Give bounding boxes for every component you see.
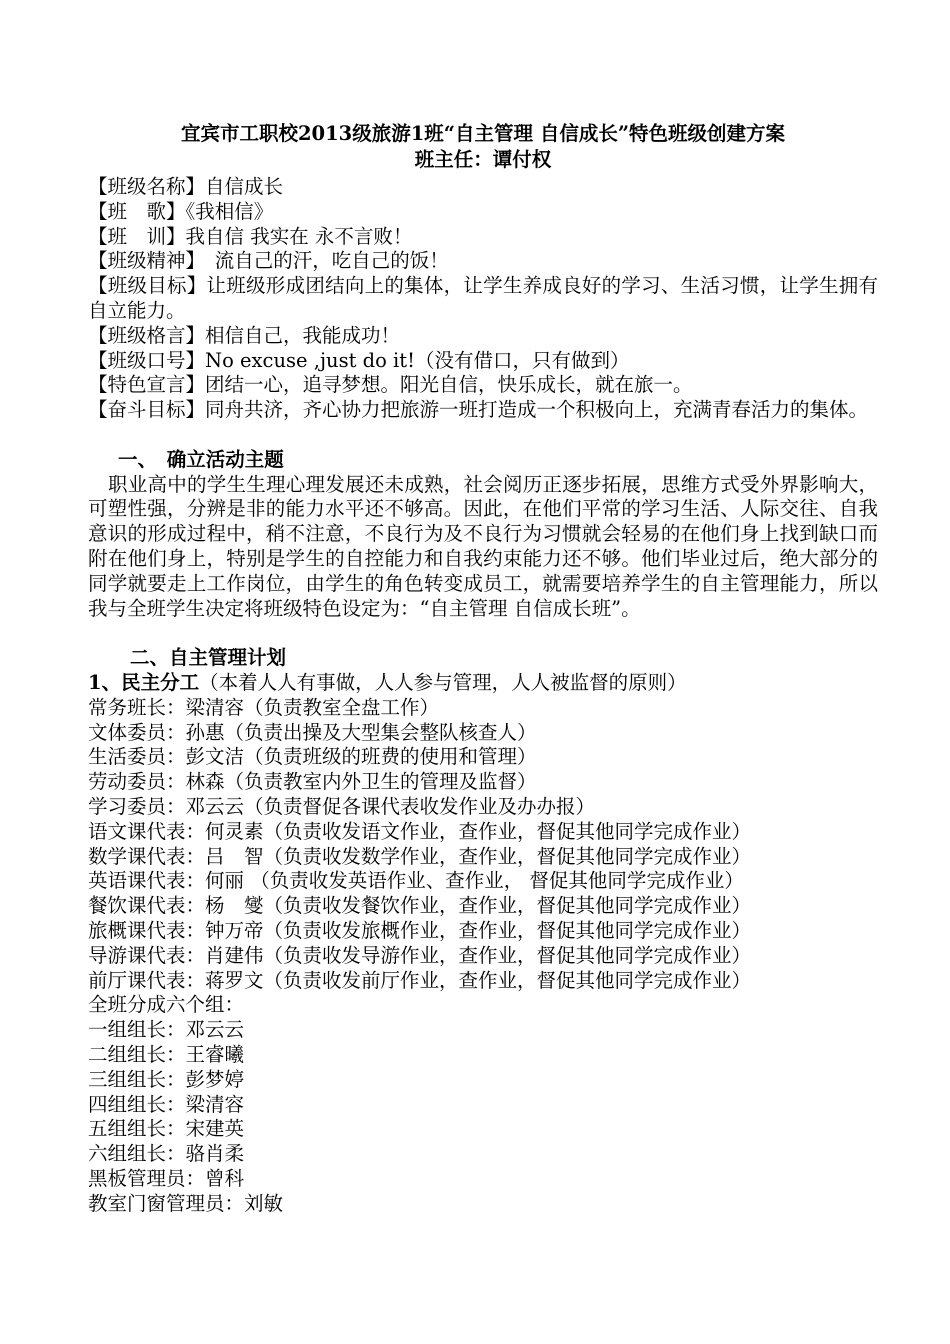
list-item: 教室门窗管理员：刘敏 xyxy=(88,1191,284,1215)
list-item: 餐饮课代表：杨 燮（负责收发餐饮作业，查作业，督促其他同学完成作业） xyxy=(88,894,752,918)
section-1-paragraph: 职业高中的学生生理心理发展还未成熟，社会阅历正逐步拓展，思维方式受外界影响大，可塑性强，分辨是非的能力水平还不够高。因此，在他们平常的学习生活、人际交往、自我意识的形成过程中，稍不注意，不良行为及不良行为习惯就会轻易的在他们身上找到缺口而附在他们身上，特别是学生的自控能力和自我约束能力还不够。他们毕业过后，绝大部分的同学就要走上工作岗位，由学生的角色转变成员工，就需要培养学生的自主管理能力，所以我与全班学生决定将班级特色设定为：“自主管理 自信成长班”。 xyxy=(88,472,878,620)
list-item: 三组组长：彭梦婷 xyxy=(88,1067,245,1091)
list-item: 导游课代表：肖建伟（负责收发导游作业，查作业，督促其他同学完成作业） xyxy=(88,943,752,967)
list-item: 学习委员：邓云云（负责督促各课代表收发作业及办办报） xyxy=(88,794,596,818)
roles-list xyxy=(88,696,878,994)
list-item: 五组组长：宋建英 xyxy=(88,1117,245,1141)
class-song-line: 【班 歌】《我相信》 xyxy=(88,199,274,223)
class-slogan-line: 【班级口号】No excuse ,just do it!（没有借口，只有做到） xyxy=(88,348,630,372)
class-maxim-line: 【班级格言】相信自己，我能成功！ xyxy=(88,323,401,347)
sub-heading-note: （本着人人有事做，人人参与管理，人人被监督的原则） xyxy=(199,670,687,694)
document-body xyxy=(88,175,878,1216)
section-1-heading: 一、 确立活动主题 xyxy=(118,447,284,471)
list-item: 劳动委员：林森（负责教室内外卫生的管理及监督） xyxy=(88,770,537,794)
list-item: 英语课代表：何丽 （负责收发英语作业、查作业， 督促其他同学完成作业） xyxy=(88,869,744,893)
list-item: 旅概课代表：钟万帝（负责收发旅概作业，查作业，督促其他同学完成作业） xyxy=(88,918,752,942)
groups-intro: 全班分成六个组： xyxy=(88,993,245,1017)
groups-list xyxy=(88,1018,878,1216)
declaration-line: 【特色宣言】团结一心，追寻梦想。阳光自信，快乐成长，就在旅一。 xyxy=(88,373,693,397)
list-item: 前厅课代表：蒋罗文（负责收发前厅作业，查作业，督促其他同学完成作业） xyxy=(88,968,752,992)
list-item: 六组组长：骆肖柔 xyxy=(88,1142,245,1166)
strive-goal-paragraph: 【奋斗目标】同舟共济，齐心协力把旅游一班打造成一个积极向上，充满青春活力的集体。 xyxy=(88,398,869,422)
list-item: 四组组长：梁清容 xyxy=(88,1092,245,1116)
list-item: 生活委员：彭文洁（负责班级的班费的使用和管理） xyxy=(88,745,537,769)
class-name-line: 【班级名称】自信成长 xyxy=(88,175,284,198)
head-teacher-line: 班主任：谭付权 xyxy=(414,148,552,171)
class-motto-line: 【班 训】我自信 我实在 永不言败！ xyxy=(88,224,413,248)
section-2-heading: 二、自主管理计划 xyxy=(130,646,287,670)
list-item: 语文课代表：何灵素（负责收发语文作业，查作业，督促其他同学完成作业） xyxy=(88,819,752,843)
list-item: 黑板管理员：曾科 xyxy=(88,1166,245,1190)
class-spirit-line: 【班级精神】 流自己的汗，吃自己的饭！ xyxy=(88,249,449,273)
list-item: 二组组长：王睿曦 xyxy=(88,1042,245,1066)
list-item: 常务班长：梁清容（负责教室全盘工作） xyxy=(88,695,440,719)
list-item: 文体委员：孙惠（负责出操及大型集会整队核查人） xyxy=(88,720,537,744)
document-title: 宜宾市工职校2013级旅游1班“自主管理 自信成长”特色班级创建方案 xyxy=(180,122,786,145)
sub-heading-division xyxy=(88,671,878,696)
list-item: 数学课代表：吕 智（负责收发数学作业，查作业，督促其他同学完成作业） xyxy=(88,844,752,868)
list-item: 一组组长：邓云云 xyxy=(88,1018,245,1042)
sub-heading-title: 1、民主分工 xyxy=(88,670,200,694)
class-goal-paragraph: 【班级目标】让班级形成团结向上的集体，让学生养成良好的学习、生活习惯，让学生拥有自立能力。 xyxy=(88,274,878,322)
